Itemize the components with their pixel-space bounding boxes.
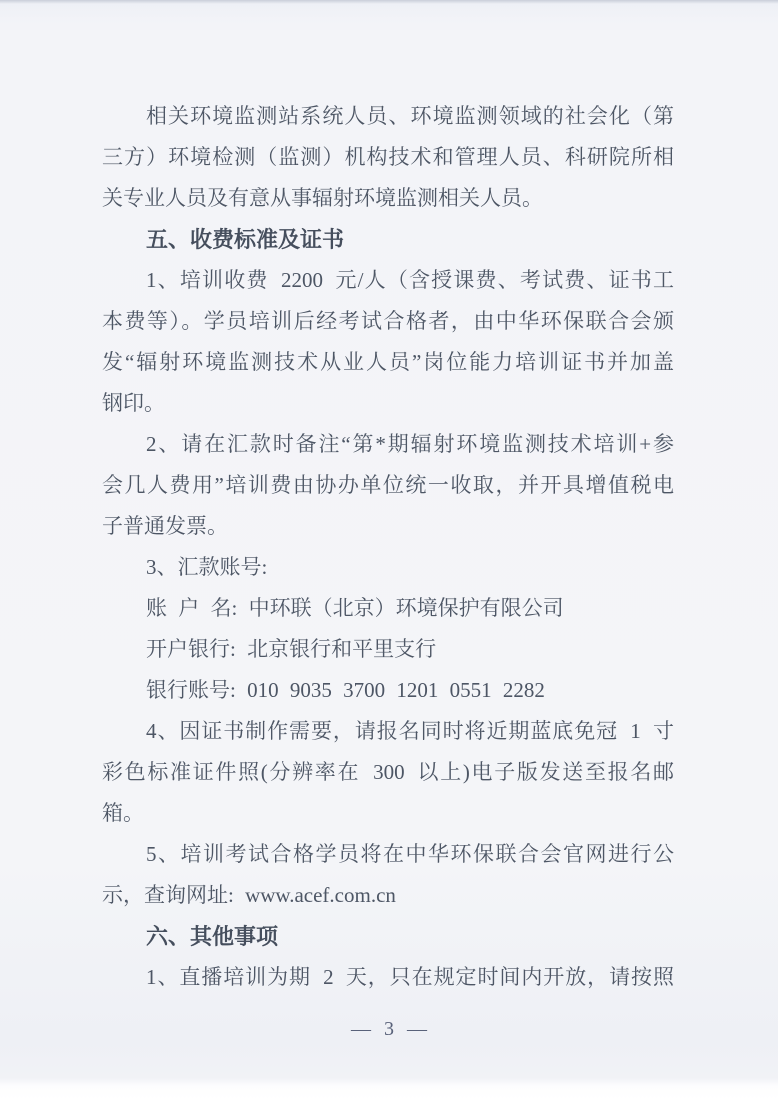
text-line: 4、因证书制作需要，请报名同时将近期蓝底免冠 1 寸 — [146, 719, 674, 743]
text-line: 开户银行: 北京银行和平里支行 — [146, 637, 437, 661]
text-line: 账 户 名: 中环联（北京）环境保护有限公司 — [146, 596, 564, 620]
text-line: 发“辐射环境监测技术从业人员”岗位能力培训证书并加盖 — [102, 350, 674, 374]
text-line: 相关环境监测站系统人员、环境监测领域的社会化（第 — [146, 104, 674, 128]
page-number: — 3 — — [351, 1018, 427, 1040]
section-heading: 六、其他事项 — [146, 924, 279, 949]
text-line: 2、请在汇款时备注“第*期辐射环境监测技术培训+参 — [146, 432, 674, 456]
text-line: 本费等）。学员培训后经考试合格者，由中华环保联合会颁 — [102, 309, 674, 333]
text-line: 彩色标准证件照(分辨率在 300 以上)电子版发送至报名邮 — [102, 760, 674, 784]
text-line: 示，查询网址: www.acef.com.cn — [102, 883, 396, 907]
text-line: 银行账号: 010 9035 3700 1201 0551 2282 — [146, 678, 545, 702]
text-line: 会几人费用”培训费由协办单位统一收取，并开具增值税电 — [102, 473, 674, 497]
section-heading: 五、收费标准及证书 — [146, 227, 345, 252]
text-line: 子普通发票。 — [102, 514, 228, 538]
text-line: 三方）环境检测（监测）机构技术和管理人员、科研院所相 — [102, 145, 674, 169]
document-body — [102, 96, 674, 998]
text-line: 5、培训考试合格学员将在中华环保联合会官网进行公 — [146, 842, 674, 866]
text-line: 关专业人员及有意从事辐射环境监测相关人员。 — [102, 186, 543, 210]
text-line: 3、汇款账号: — [146, 555, 268, 579]
text-line: 1、培训收费 2200 元/人（含授课费、考试费、证书工 — [146, 268, 674, 292]
text-line: 1、直播培训为期 2 天，只在规定时间内开放，请按照 — [146, 965, 674, 989]
text-line: 箱。 — [102, 801, 144, 825]
text-line: 钢印。 — [102, 391, 165, 415]
